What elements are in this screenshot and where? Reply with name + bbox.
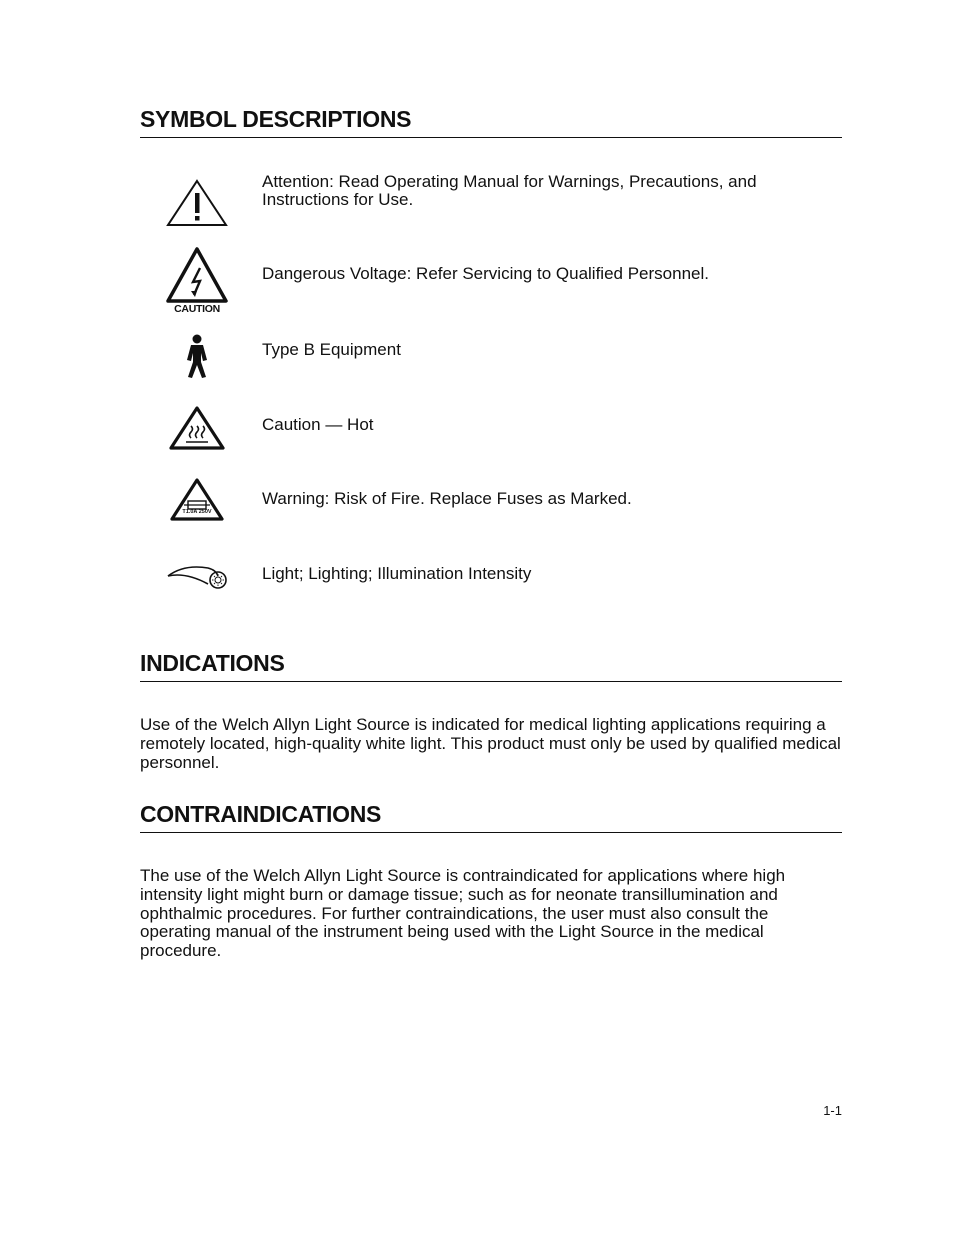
indications-heading: INDICATIONS [140, 650, 285, 676]
symbol-row-dangerous-voltage [140, 246, 842, 315]
fuse-rating-label: T1.0A 250V [182, 509, 212, 515]
symbol-text: Type B Equipment [262, 340, 401, 359]
contraindications-rule [140, 832, 842, 833]
dangerous-voltage-caution-icon [164, 246, 230, 315]
symbol-row-fuse-warning [140, 477, 842, 537]
symbol-text: Dangerous Voltage: Refer Servicing to Qualified Personnel. [262, 264, 709, 283]
type-b-equipment-person-icon [164, 332, 230, 398]
symbol-descriptions-rule [140, 137, 842, 138]
indications-rule [140, 681, 842, 682]
symbol-row-attention [140, 172, 842, 238]
caution-hot-triangle-icon [164, 404, 230, 470]
document-page [140, 0, 842, 1235]
page-number: 1-1 [823, 1103, 842, 1118]
symbol-text: Warning: Risk of Fire. Replace Fuses as Marked. [262, 489, 632, 508]
symbol-text: Light; Lighting; Illumination Intensity [262, 564, 532, 583]
symbol-text: Caution — Hot [262, 415, 374, 434]
fuse-fire-warning-triangle-icon [164, 477, 230, 543]
symbol-row-type-b [140, 332, 842, 392]
attention-warning-triangle-icon [164, 178, 230, 244]
symbol-row-caution-hot [140, 404, 842, 464]
light-illumination-intensity-icon [164, 558, 230, 624]
contraindications-heading: CONTRAINDICATIONS [140, 801, 382, 827]
contraindications-paragraph: The use of the Welch Allyn Light Source is contraindicated for applications where high intensity light might burn or damage tissue; such as for neonate transillumination and ophthalmic procedures. For further contraindications, the user must also consult the operating manual of the instrument being used with the Light Source in the medical procedure. [140, 866, 786, 961]
caution-label: CAUTION [174, 303, 220, 315]
symbol-descriptions-heading: SYMBOL DESCRIPTIONS [140, 106, 412, 132]
symbol-text: Attention: Read Operating Manual for Warnings, Precautions, and Instructions for Use. [262, 172, 757, 209]
indications-paragraph: Use of the Welch Allyn Light Source is indicated for medical lighting applications requiring a remotely located, high-quality white light. This product must only be used by qualified medical personnel. [140, 715, 841, 772]
symbol-row-light [140, 558, 842, 618]
